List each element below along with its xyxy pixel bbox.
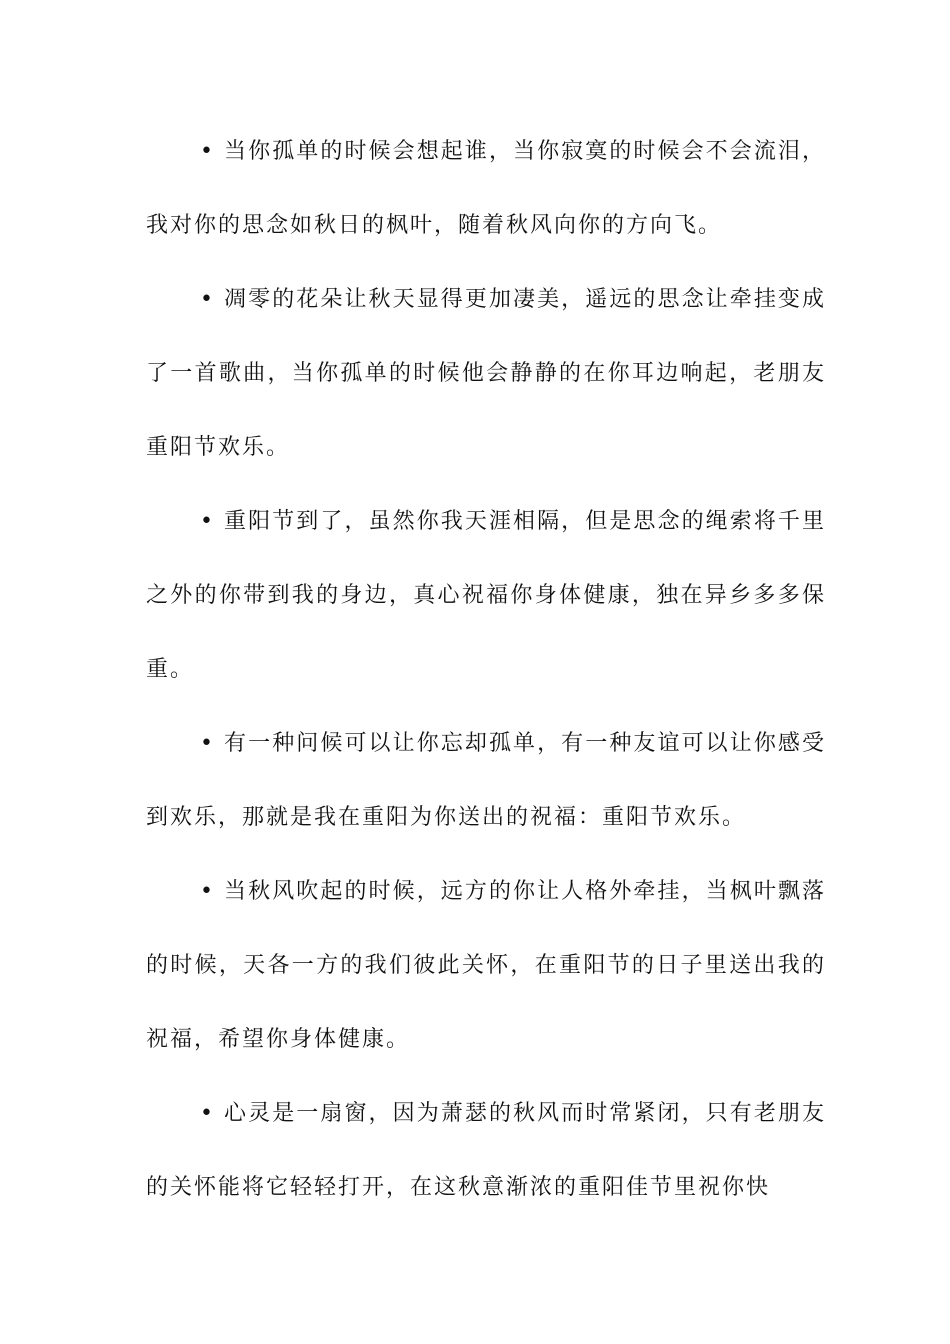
paragraph: • 心灵是一扇窗，因为萧瑟的秋风而时常紧闭，只有老朋友的关怀能将它轻轻打开，在这秋意渐浓的重阳佳节里祝你快 [146,1101,826,1200]
document-body [146,115,826,1225]
paragraph: • 当秋风吹起的时候，远方的你让人格外牵挂，当枫叶飘落的时候，天各一方的我们彼此关怀，在重阳节的日子里送出我的祝福，希望你身体健康。 [146,879,826,1052]
paragraph: • 重阳节到了，虽然你我天涯相隔，但是思念的绳索将千里之外的你带到我的身边，真心祝福你身体健康，独在异乡多多保重。 [146,509,826,682]
paragraph: • 有一种问候可以让你忘却孤单，有一种友谊可以让你感受到欢乐，那就是我在重阳为你送出的祝福：重阳节欢乐。 [146,731,826,830]
paragraph: • 凋零的花朵让秋天显得更加凄美，遥远的思念让牵挂变成了一首歌曲，当你孤单的时候他会静静的在你耳边响起，老朋友重阳节欢乐。 [146,287,826,460]
paragraph: • 当你孤单的时候会想起谁，当你寂寞的时候会不会流泪，我对你的思念如秋日的枫叶，随着秋风向你的方向飞。 [146,139,826,238]
